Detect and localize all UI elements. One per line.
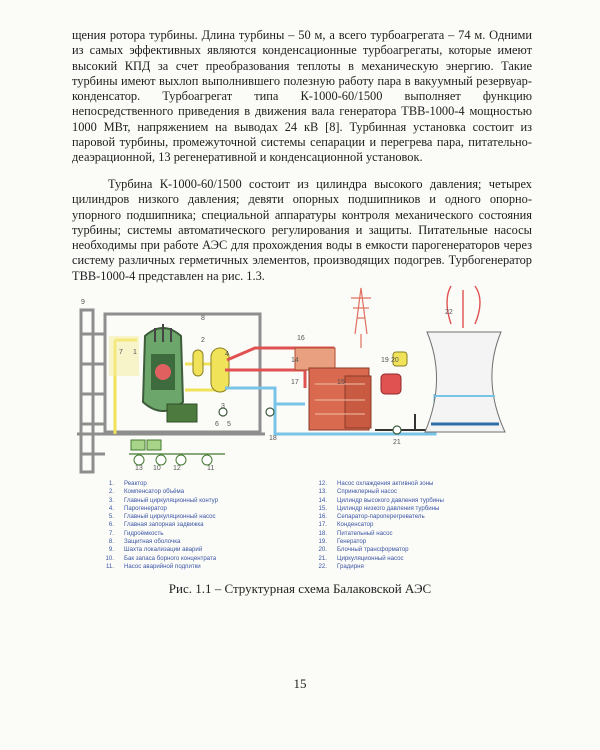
legend-item: 1. Реактор [108,480,147,487]
legend-item: 6. Главная запорная задвижка [108,521,204,529]
legend-item: 5. Главный циркуляционный насос [108,513,216,521]
powerline-tower [351,288,371,348]
figure-legend [100,480,530,580]
figure-label: 6 [215,421,219,428]
figure-label: 22 [445,309,453,316]
legend-item: 11. Насос аварийной подпитки [105,562,201,570]
legend-item: 19. Генератор [318,538,367,546]
figure-label: 9 [81,299,85,306]
turbine-hall [295,348,371,430]
figure-label: 1 [133,349,137,356]
legend-item: 16. Сепаратор-пароперегреватель [318,513,425,521]
figure-label: 21 [393,439,401,446]
pressurizer [193,350,203,376]
figure-label: 15 [337,379,345,386]
legend-item: 7. Гидроёмкость [108,529,164,537]
figure-label: 11 [207,465,215,472]
legend-item: 15. Цилиндр низкого давления турбины [318,504,440,512]
figure-label: 4 [225,351,229,358]
legend-item: 20. Блочный трансформатор [318,546,409,554]
figure-label: 7 [119,349,123,356]
generator [381,374,401,394]
legend-item: 21. Циркуляционный насос [318,554,404,562]
figure-label: 17 [291,379,299,386]
figure-label: 20 [391,357,399,364]
legend-item: 10. Бак запаса борного концентрата [105,554,217,562]
legend-item: 18. Питательный насос [318,529,393,537]
figure-label: 2 [201,337,205,344]
figure-label: 12 [173,465,181,472]
legend-item: 12. Насос охлаждения активной зоны [318,480,434,487]
legend-item: 4. Парогенератор [108,504,167,512]
figure-label: 19 [381,357,389,364]
body-paragraph-1: щения ротора турбины. Длина турбины – 50 м, а всего турбоагрегата – 74 м. Одними из самых эффективных являются конденсационные турбоагрегаты, которые имеют высокий КПД за счет преобразования теплоты в механическую энергию. Такие турбины имеют выхлоп выполнившего полезную работу пара в вакуумный резервуар-конденсатор. Турбоагрегат типа К-1000-60/1500 выполняет функцию непосредственного приведения в движения вала генератора ТВВ-1000-4 мощностью 1000 МВт, напряжением на выводах 24 кВ [8]. Турбинная установка состоит из паровой турбины, промежуточной системы сепарации и перегрева пара, питательно-деаэрационной, 13 регенеративной и конденсационной установок. [72,28,532,165]
legend-item: 8. Защитная оболочка [108,538,181,546]
figure-label: 16 [297,335,305,342]
figure-label: 3 [221,403,225,410]
figure-label: 14 [291,357,299,364]
legend-item: 13. Спринклерный насос [318,488,398,496]
body-paragraph-2: Турбина К-1000-60/1500 состоит из цилиндра высокого давления; четырех цилиндров низкого давления; девяти опорных подшипников и одного опорно-упорного подшипника; специальной аппаратуры контроля механического состояния турбины; системы автоматического регулирования и защиты. Питательные насосы необходимы при работе АЭС для прохождения воды в емкости парогенераторов через систему различных герметичных элементов, производящих подогрев. Турбогенератор ТВВ-1000-4 представлен на рис. 1.3. [72,177,532,283]
npp-schematic-figure [75,284,525,480]
figure-label: 8 [201,315,205,322]
legend-item: 9. Шахта локализации аварий [108,546,203,554]
legend-item: 3. Главный циркуляционный контур [108,496,218,504]
figure-label: 13 [135,465,143,472]
reactor-pit-shading [109,336,139,376]
figure-label: 5 [227,421,231,428]
legend-item: 17. Конденсатор [318,521,374,529]
reactor-vessel [143,324,183,411]
legend-item: 22. Градирня [318,562,364,570]
figure-caption: Рис. 1.1 – Структурная схема Балаковской АЭС [168,581,432,596]
legend-column-left [100,480,300,571]
legend-item: 2. Компенсатор объёма [108,488,185,496]
figure-label: 18 [269,435,277,442]
page-number: 15 [293,676,307,691]
legend-column-right [313,480,533,571]
legend-item: 14. Цилиндр высокого давления турбины [318,496,444,504]
cooling-tower [425,286,505,432]
figure-label: 10 [153,465,161,472]
